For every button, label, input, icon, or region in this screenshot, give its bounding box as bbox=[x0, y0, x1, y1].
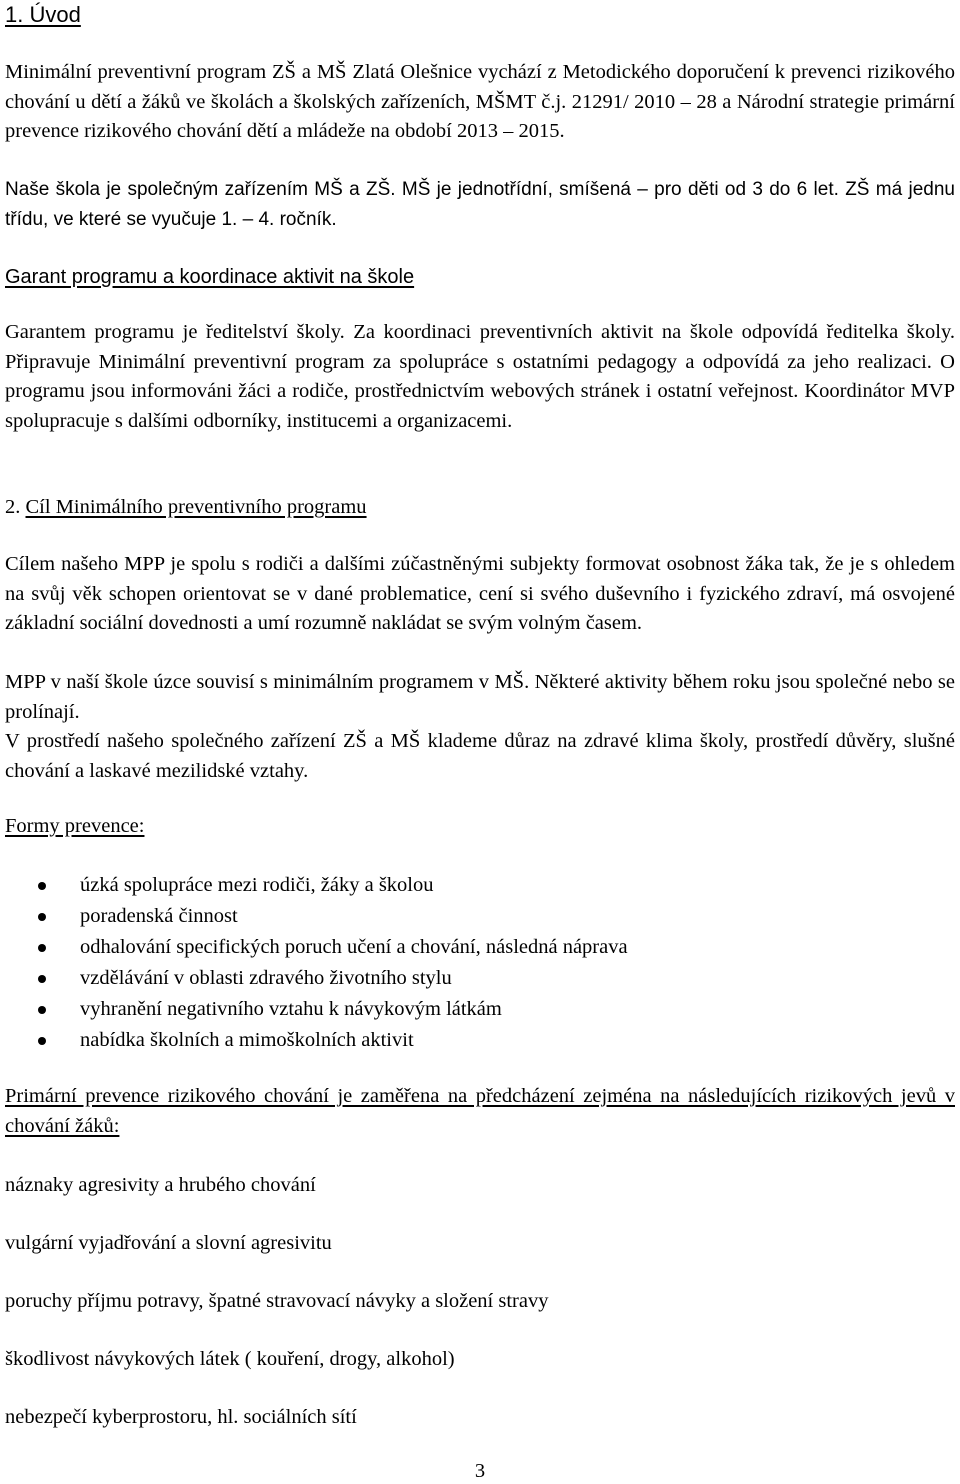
risk-item: nebezpečí kyberprostoru, hl. sociálních sítí bbox=[5, 1406, 357, 1428]
bullet-icon bbox=[38, 1037, 46, 1045]
bullet-icon bbox=[38, 913, 46, 921]
bullet-icon bbox=[38, 1006, 46, 1014]
goal-paragraph-1: Cílem našeho MPP je spolu s rodiči a dalšími zúčastněnými subjekty formovat osobnost žáka tak, že je s ohledem na svůj věk schopen orientovat se v dané problematice, cení si svého duševního i fyzického zdraví, má osvojené základní sociální dovednosti a umí rozumně nakládat se svým volným časem. bbox=[5, 553, 955, 635]
intro-paragraph: Minimální preventivní program ZŠ a MŠ Zlatá Olešnice vychází z Metodického doporučení k prevenci rizikového chování u dětí a žáků ve školách a školských zařízeních, MŠMT č.j. 21291/ 2010 – 28 a Národní strategie primární prevence rizikového chování dětí a mládeže na období 2013 – 2015. bbox=[5, 61, 955, 143]
list-item: vyhranění negativního vztahu k návykovým látkám bbox=[0, 994, 950, 1025]
school-description: Naše škola je společným zařízením MŠ a ZŠ. MŠ je jednotřídní, smíšená – pro děti od 3 do 6 let. ZŠ má jednu třídu, ve které se vyučuje 1. – 4. ročník. bbox=[5, 179, 955, 230]
goal-paragraph-3: V prostředí našeho společného zařízení ZŠ a MŠ klademe důraz na zdravé klima školy, prostředí důvěry, slušné chování a laskavé mezilidské vztahy. bbox=[5, 730, 955, 782]
list-item: odhalování specifických poruch učení a chování, následná náprava bbox=[0, 932, 950, 963]
risk-item: vulgární vyjadřování a slovní agresivitu bbox=[5, 1232, 332, 1254]
primary-prevention-heading: Primární prevence rizikového chování je zaměřena na předcházení zejména na následujících rizikových jevů v chování žáků: bbox=[5, 1085, 955, 1137]
page-number: 3 bbox=[474, 1460, 486, 1482]
section-2-number: 2. bbox=[5, 496, 21, 518]
list-item: poradenská činnost bbox=[0, 901, 950, 932]
list-item: vzdělávání v oblasti zdravého životního stylu bbox=[0, 963, 950, 994]
bullet-icon bbox=[38, 944, 46, 952]
risk-item: poruchy příjmu potravy, špatné stravovací návyky a složení stravy bbox=[5, 1290, 549, 1312]
forms-heading: Formy prevence: bbox=[5, 815, 145, 837]
list-item: nabídka školních a mimoškolních aktivit bbox=[0, 1025, 950, 1056]
risk-item: škodlivost návykových látek ( kouření, drogy, alkohol) bbox=[5, 1348, 455, 1370]
risk-item: náznaky agresivity a hrubého chování bbox=[5, 1174, 316, 1196]
bullet-icon bbox=[38, 882, 46, 890]
section-2-heading bbox=[5, 493, 955, 523]
guarantor-heading: Garant programu a koordinace aktivit na škole bbox=[5, 266, 415, 288]
forms-list bbox=[0, 870, 950, 1056]
list-item: úzká spolupráce mezi rodiči, žáky a školou bbox=[0, 870, 950, 901]
goal-paragraph-2: MPP v naší škole úzce souvisí s minimálním programem v MŠ. Některé aktivity během roku jsou společné nebo se prolínají. bbox=[5, 671, 955, 723]
guarantor-paragraph: Garantem programu je ředitelství školy. Za koordinaci preventivních aktivit na škole odpovídá ředitelka školy. Připravuje Minimální preventivní program za spolupráce s ostatními pedagogy a odpovídá za jeho realizaci. O programu jsou informováni žáci a rodiče, prostřednictvím webových stránek i ostatní veřejnost. Koordinátor MVP spolupracuje s dalšími odborníky, institucemi a organizacemi. bbox=[5, 321, 955, 432]
section-1-heading: 1. Úvod bbox=[5, 2, 81, 27]
section-2-title: Cíl Minimálního preventivního programu bbox=[25, 496, 367, 518]
bullet-icon bbox=[38, 975, 46, 983]
